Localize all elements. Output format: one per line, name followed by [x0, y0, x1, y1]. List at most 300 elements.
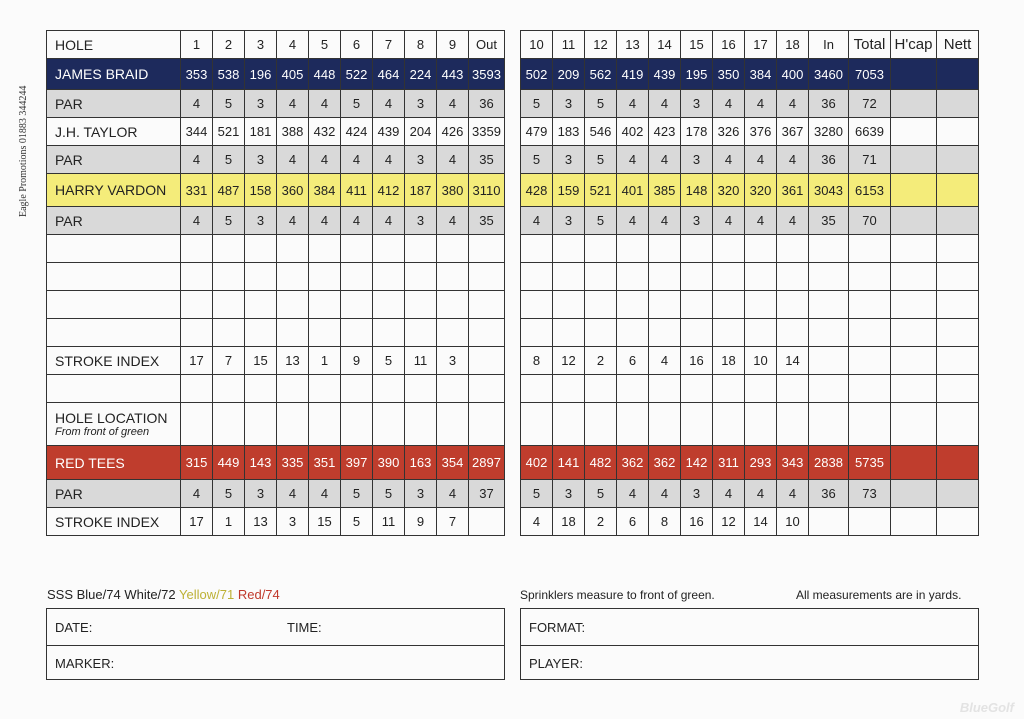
score-cell: 12: [553, 347, 585, 375]
score-cell: [849, 508, 891, 536]
score-cell: 4: [617, 90, 649, 118]
score-cell: 1: [309, 347, 341, 375]
score-cell: [891, 508, 937, 536]
score-cell: 16: [681, 347, 713, 375]
score-cell: 6: [617, 347, 649, 375]
empty-cell[interactable]: [213, 375, 245, 403]
score-cell: [891, 118, 937, 146]
score-cell: 8: [649, 508, 681, 536]
empty-cell[interactable]: [245, 291, 277, 319]
score-cell: 411: [341, 174, 373, 207]
score-cell: 4: [277, 31, 309, 59]
empty-cell[interactable]: [277, 403, 309, 446]
score-cell: 4: [181, 90, 213, 118]
blank-row: [47, 319, 505, 347]
score-cell: 4: [745, 207, 777, 235]
empty-cell[interactable]: [617, 263, 649, 291]
empty-cell[interactable]: [341, 235, 373, 263]
empty-cell[interactable]: [553, 375, 585, 403]
score-cell: 4: [649, 146, 681, 174]
empty-cell[interactable]: [891, 403, 937, 446]
score-cell: 4: [341, 207, 373, 235]
empty-cell[interactable]: [521, 291, 553, 319]
score-cell: 4: [649, 90, 681, 118]
empty-cell[interactable]: [745, 235, 777, 263]
empty-cell[interactable]: [777, 235, 809, 263]
score-cell: 384: [309, 174, 341, 207]
hole-location-row: [47, 403, 505, 446]
score-cell: [809, 347, 849, 375]
score-cell: [937, 446, 979, 480]
score-cell: 384: [745, 59, 777, 90]
row-label: J.H. TAYLOR: [47, 118, 181, 146]
score-cell: 163: [405, 446, 437, 480]
row-label: HOLE: [47, 31, 181, 59]
score-cell: 4: [745, 146, 777, 174]
empty-cell[interactable]: [713, 319, 745, 347]
score-cell: 15: [309, 508, 341, 536]
score-cell: 1: [213, 508, 245, 536]
empty-cell[interactable]: [181, 403, 213, 446]
score-cell: 35: [469, 207, 505, 235]
empty-cell[interactable]: [213, 235, 245, 263]
empty-cell[interactable]: [891, 375, 937, 403]
empty-cell[interactable]: [649, 263, 681, 291]
empty-cell[interactable]: [245, 319, 277, 347]
score-cell: 35: [469, 146, 505, 174]
empty-cell[interactable]: [277, 235, 309, 263]
score-cell: 479: [521, 118, 553, 146]
score-cell: [891, 59, 937, 90]
empty-cell[interactable]: [713, 263, 745, 291]
empty-cell[interactable]: [245, 263, 277, 291]
score-cell: 4: [649, 207, 681, 235]
empty-cell[interactable]: [437, 375, 469, 403]
score-cell: 400: [777, 59, 809, 90]
row-label: RED TEES: [47, 446, 181, 480]
empty-cell[interactable]: [437, 403, 469, 446]
empty-cell[interactable]: [649, 235, 681, 263]
score-cell: 5: [213, 146, 245, 174]
score-cell: 3: [245, 207, 277, 235]
score-cell: 311: [713, 446, 745, 480]
empty-cell[interactable]: [213, 319, 245, 347]
score-cell: 3: [245, 31, 277, 59]
score-cell: 3: [405, 146, 437, 174]
empty-cell[interactable]: [181, 291, 213, 319]
empty-cell[interactable]: [649, 375, 681, 403]
score-cell: 3593: [469, 59, 505, 90]
score-cell: 419: [617, 59, 649, 90]
score-cell: 4: [713, 480, 745, 508]
score-cell: 4: [373, 146, 405, 174]
empty-cell[interactable]: [681, 319, 713, 347]
score-cell: 4: [277, 480, 309, 508]
tee-row: [47, 207, 505, 235]
player-label: PLAYER:: [529, 656, 583, 671]
empty-cell[interactable]: [745, 319, 777, 347]
score-cell: 196: [245, 59, 277, 90]
score-cell: 4: [649, 347, 681, 375]
empty-cell[interactable]: [891, 235, 937, 263]
empty-cell[interactable]: [777, 375, 809, 403]
score-cell: 5: [521, 480, 553, 508]
score-cell: 388: [277, 118, 309, 146]
score-cell: 4: [437, 146, 469, 174]
blank-row: [521, 291, 979, 319]
row-label: HARRY VARDON: [47, 174, 181, 207]
empty-cell[interactable]: [809, 291, 849, 319]
score-cell: 405: [277, 59, 309, 90]
empty-cell[interactable]: [405, 235, 437, 263]
score-cell: 3: [245, 90, 277, 118]
sss-prefix: SSS Blue/74 White/72: [47, 587, 176, 602]
score-cell: 3: [245, 480, 277, 508]
score-cell: [937, 146, 979, 174]
score-cell: 1: [181, 31, 213, 59]
empty-cell[interactable]: [745, 263, 777, 291]
score-cell: [469, 347, 505, 375]
blank-row: [521, 375, 979, 403]
empty-cell[interactable]: [437, 263, 469, 291]
empty-cell[interactable]: [617, 375, 649, 403]
score-cell: [891, 174, 937, 207]
empty-cell[interactable]: [373, 235, 405, 263]
empty-cell[interactable]: [681, 291, 713, 319]
empty-cell[interactable]: [681, 375, 713, 403]
empty-cell[interactable]: [849, 235, 891, 263]
blank-row: [47, 375, 505, 403]
empty-cell[interactable]: [617, 235, 649, 263]
score-cell: 11: [405, 347, 437, 375]
marker-row: [47, 645, 504, 681]
empty-cell[interactable]: [405, 375, 437, 403]
empty-cell[interactable]: [809, 235, 849, 263]
empty-cell[interactable]: [681, 403, 713, 446]
empty-cell[interactable]: [469, 375, 505, 403]
empty-cell[interactable]: [437, 319, 469, 347]
score-cell: 158: [245, 174, 277, 207]
empty-cell[interactable]: [649, 403, 681, 446]
score-cell: 367: [777, 118, 809, 146]
empty-cell[interactable]: [373, 263, 405, 291]
red-par-row: [521, 480, 979, 508]
player-row: [521, 645, 978, 681]
row-label: STROKE INDEX: [47, 347, 181, 375]
empty-cell[interactable]: [553, 291, 585, 319]
empty-cell[interactable]: [213, 291, 245, 319]
hole-location-row: [521, 403, 979, 446]
empty-cell[interactable]: [309, 319, 341, 347]
empty-cell[interactable]: [937, 263, 979, 291]
empty-cell[interactable]: [809, 319, 849, 347]
empty-cell[interactable]: [617, 319, 649, 347]
score-cell: 187: [405, 174, 437, 207]
empty-cell[interactable]: [469, 403, 505, 446]
empty-cell[interactable]: [405, 291, 437, 319]
score-cell: 5: [341, 508, 373, 536]
blank-row: [47, 291, 505, 319]
empty-cell[interactable]: [405, 403, 437, 446]
score-cell: 224: [405, 59, 437, 90]
empty-cell[interactable]: [681, 235, 713, 263]
empty-cell[interactable]: [849, 375, 891, 403]
red-stroke-index-row: [47, 508, 505, 536]
empty-cell[interactable]: [341, 319, 373, 347]
score-cell: 71: [849, 146, 891, 174]
empty-cell[interactable]: [585, 235, 617, 263]
score-cell: 3: [681, 90, 713, 118]
empty-cell[interactable]: [713, 291, 745, 319]
empty-cell[interactable]: [47, 375, 181, 403]
score-cell: 4: [277, 90, 309, 118]
empty-cell[interactable]: [849, 403, 891, 446]
empty-cell[interactable]: [47, 319, 181, 347]
empty-cell[interactable]: [553, 263, 585, 291]
empty-cell[interactable]: [777, 263, 809, 291]
empty-cell[interactable]: [181, 319, 213, 347]
empty-cell[interactable]: [341, 263, 373, 291]
score-cell: 3: [437, 347, 469, 375]
score-cell: 3110: [469, 174, 505, 207]
empty-cell[interactable]: [469, 319, 505, 347]
hole-location-label: [47, 403, 181, 446]
score-cell: 315: [181, 446, 213, 480]
empty-cell[interactable]: [745, 291, 777, 319]
score-cell: 3: [553, 146, 585, 174]
empty-cell[interactable]: [341, 403, 373, 446]
score-cell: 37: [469, 480, 505, 508]
score-cell: 2: [213, 31, 245, 59]
hole-location-subtitle: From front of green: [55, 426, 150, 438]
score-cell: 4: [777, 146, 809, 174]
score-cell: 502: [521, 59, 553, 90]
empty-cell[interactable]: [649, 319, 681, 347]
empty-cell[interactable]: [585, 291, 617, 319]
score-cell: 397: [341, 446, 373, 480]
empty-cell[interactable]: [713, 235, 745, 263]
empty-cell[interactable]: [47, 263, 181, 291]
score-cell: [891, 90, 937, 118]
score-cell: 183: [553, 118, 585, 146]
empty-cell[interactable]: [213, 263, 245, 291]
score-cell: 5: [213, 207, 245, 235]
format-player-box: [520, 608, 979, 680]
row-label: JAMES BRAID: [47, 59, 181, 90]
score-cell: [937, 508, 979, 536]
empty-cell[interactable]: [937, 291, 979, 319]
empty-cell[interactable]: [373, 291, 405, 319]
score-cell: 5: [521, 90, 553, 118]
empty-cell[interactable]: [849, 263, 891, 291]
score-cell: [891, 480, 937, 508]
empty-cell[interactable]: [245, 403, 277, 446]
score-cell: 209: [553, 59, 585, 90]
empty-cell[interactable]: [469, 291, 505, 319]
score-cell: 402: [521, 446, 553, 480]
empty-cell[interactable]: [277, 319, 309, 347]
empty-cell[interactable]: [585, 403, 617, 446]
score-cell: 12: [585, 31, 617, 59]
empty-cell[interactable]: [777, 319, 809, 347]
empty-cell[interactable]: [309, 235, 341, 263]
empty-cell[interactable]: [937, 235, 979, 263]
score-cell: 3: [405, 207, 437, 235]
empty-cell[interactable]: [809, 263, 849, 291]
empty-cell[interactable]: [521, 375, 553, 403]
empty-cell[interactable]: [521, 263, 553, 291]
empty-cell[interactable]: [585, 263, 617, 291]
empty-cell[interactable]: [891, 319, 937, 347]
score-cell: 35: [809, 207, 849, 235]
row-label: PAR: [47, 207, 181, 235]
tee-row: [47, 118, 505, 146]
score-cell: [937, 59, 979, 90]
date-marker-box: [46, 608, 505, 680]
empty-cell[interactable]: [553, 235, 585, 263]
score-cell: 204: [405, 118, 437, 146]
empty-cell[interactable]: [777, 403, 809, 446]
empty-cell[interactable]: [47, 235, 181, 263]
empty-cell[interactable]: [777, 291, 809, 319]
empty-cell[interactable]: [849, 291, 891, 319]
empty-cell[interactable]: [937, 375, 979, 403]
score-cell: 13: [617, 31, 649, 59]
score-cell: 12: [713, 508, 745, 536]
empty-cell[interactable]: [745, 375, 777, 403]
score-cell: 3: [553, 480, 585, 508]
empty-cell[interactable]: [469, 235, 505, 263]
empty-cell[interactable]: [713, 375, 745, 403]
score-cell: 36: [469, 90, 505, 118]
score-cell: 293: [745, 446, 777, 480]
empty-cell[interactable]: [181, 235, 213, 263]
empty-cell[interactable]: [553, 319, 585, 347]
score-cell: [849, 347, 891, 375]
empty-cell[interactable]: [521, 235, 553, 263]
empty-cell[interactable]: [277, 375, 309, 403]
time-label: TIME:: [287, 620, 322, 635]
blank-row: [521, 235, 979, 263]
empty-cell[interactable]: [245, 375, 277, 403]
score-cell: 353: [181, 59, 213, 90]
empty-cell[interactable]: [341, 375, 373, 403]
score-cell: 448: [309, 59, 341, 90]
empty-cell[interactable]: [437, 235, 469, 263]
empty-cell[interactable]: [277, 263, 309, 291]
empty-cell[interactable]: [849, 319, 891, 347]
score-cell: 5: [373, 347, 405, 375]
empty-cell[interactable]: [713, 403, 745, 446]
empty-cell[interactable]: [309, 263, 341, 291]
score-cell: 6: [341, 31, 373, 59]
empty-cell[interactable]: [891, 263, 937, 291]
header-row: [47, 31, 505, 59]
score-cell: 424: [341, 118, 373, 146]
score-cell: 5: [341, 90, 373, 118]
empty-cell[interactable]: [277, 291, 309, 319]
score-cell: 4: [181, 480, 213, 508]
empty-cell[interactable]: [649, 291, 681, 319]
score-cell: 5735: [849, 446, 891, 480]
format-row: [521, 609, 978, 646]
score-cell: 36: [809, 90, 849, 118]
score-cell: 4: [649, 480, 681, 508]
score-cell: 4: [617, 480, 649, 508]
printer-credit: Eagle Promotions 01883 344244: [18, 85, 29, 217]
score-cell: 10: [777, 508, 809, 536]
empty-cell[interactable]: [373, 319, 405, 347]
score-cell: 5: [341, 480, 373, 508]
empty-cell[interactable]: [937, 403, 979, 446]
score-cell: 344: [181, 118, 213, 146]
score-cell: 16: [713, 31, 745, 59]
empty-cell[interactable]: [213, 403, 245, 446]
score-cell: 4: [745, 480, 777, 508]
score-cell: 426: [437, 118, 469, 146]
score-cell: 361: [777, 174, 809, 207]
empty-cell[interactable]: [585, 375, 617, 403]
empty-cell[interactable]: [373, 403, 405, 446]
empty-cell[interactable]: [521, 319, 553, 347]
empty-cell[interactable]: [373, 375, 405, 403]
empty-cell[interactable]: [585, 319, 617, 347]
score-cell: 3460: [809, 59, 849, 90]
empty-cell[interactable]: [405, 319, 437, 347]
score-cell: 401: [617, 174, 649, 207]
score-cell: 2897: [469, 446, 505, 480]
empty-cell[interactable]: [937, 319, 979, 347]
score-cell: 3: [553, 90, 585, 118]
empty-cell[interactable]: [309, 375, 341, 403]
score-cell: 36: [809, 480, 849, 508]
score-cell: 4: [777, 207, 809, 235]
empty-cell[interactable]: [309, 403, 341, 446]
score-cell: 9: [437, 31, 469, 59]
empty-cell[interactable]: [617, 403, 649, 446]
empty-cell[interactable]: [521, 403, 553, 446]
empty-cell[interactable]: [809, 403, 849, 446]
empty-cell[interactable]: [617, 291, 649, 319]
empty-cell[interactable]: [681, 263, 713, 291]
empty-cell[interactable]: [405, 263, 437, 291]
score-cell: 4: [181, 207, 213, 235]
blank-row: [521, 263, 979, 291]
score-cell: 11: [553, 31, 585, 59]
score-cell: 4: [777, 480, 809, 508]
empty-cell[interactable]: [437, 291, 469, 319]
empty-cell[interactable]: [309, 291, 341, 319]
score-cell: 17: [745, 31, 777, 59]
blank-row: [47, 235, 505, 263]
empty-cell[interactable]: [809, 375, 849, 403]
score-cell: 4: [521, 207, 553, 235]
empty-cell[interactable]: [469, 263, 505, 291]
empty-cell[interactable]: [181, 263, 213, 291]
score-cell: 2: [585, 508, 617, 536]
score-cell: [937, 174, 979, 207]
empty-cell[interactable]: [181, 375, 213, 403]
empty-cell[interactable]: [341, 291, 373, 319]
score-cell: 14: [745, 508, 777, 536]
date-label: DATE:: [55, 620, 93, 635]
empty-cell[interactable]: [47, 291, 181, 319]
empty-cell[interactable]: [553, 403, 585, 446]
empty-cell[interactable]: [245, 235, 277, 263]
score-cell: 423: [649, 118, 681, 146]
empty-cell[interactable]: [891, 291, 937, 319]
empty-cell[interactable]: [745, 403, 777, 446]
